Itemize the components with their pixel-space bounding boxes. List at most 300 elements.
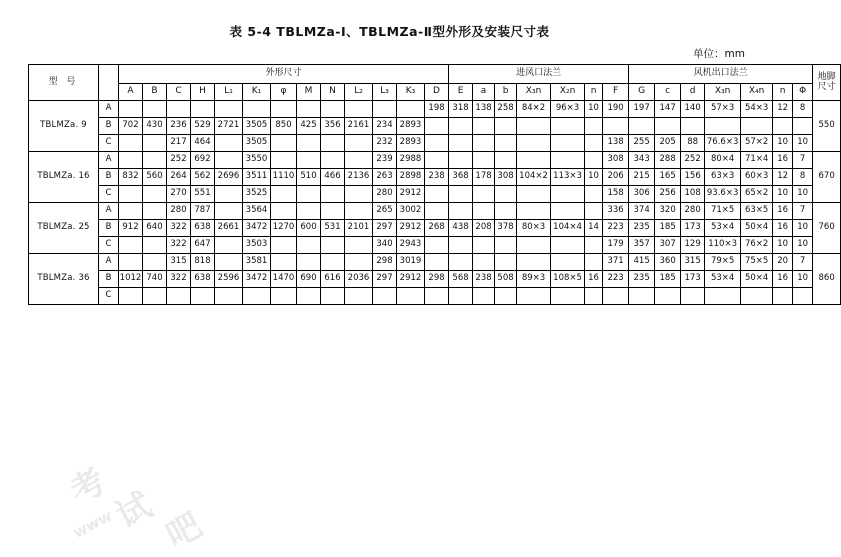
cell: 320	[655, 203, 681, 220]
cell	[119, 186, 143, 203]
cell: 10	[793, 220, 813, 237]
col-L3: L₃	[373, 84, 397, 101]
cell: 464	[191, 135, 215, 152]
cell: 430	[143, 118, 167, 135]
cell	[495, 186, 517, 203]
cell: 234	[373, 118, 397, 135]
table-row	[29, 101, 841, 118]
watermark-char-2: 试	[109, 485, 159, 537]
cell: 197	[629, 101, 655, 118]
cell: 71×5	[705, 203, 741, 220]
cell: 16	[773, 203, 793, 220]
cell: 374	[629, 203, 655, 220]
cell	[215, 186, 243, 203]
variant-label: A	[99, 254, 119, 271]
cell	[585, 186, 603, 203]
cell	[271, 101, 297, 118]
cell	[681, 118, 705, 135]
cell	[271, 135, 297, 152]
cell	[345, 288, 373, 305]
cell: 223	[603, 220, 629, 237]
cell: 2893	[397, 135, 425, 152]
cell: 104×2	[517, 169, 551, 186]
cell: 568	[449, 271, 473, 288]
cell: 7	[793, 254, 813, 271]
cell	[473, 135, 495, 152]
cell: 322	[167, 220, 191, 237]
cell: 173	[681, 220, 705, 237]
cell	[425, 186, 449, 203]
cell	[321, 203, 345, 220]
cell: 2943	[397, 237, 425, 254]
cell: 1270	[271, 220, 297, 237]
cell	[119, 254, 143, 271]
cell: 63×5	[741, 203, 773, 220]
cell: 156	[681, 169, 705, 186]
cell: 71×4	[741, 152, 773, 169]
cell: 438	[449, 220, 473, 237]
cell	[517, 203, 551, 220]
cell: 206	[603, 169, 629, 186]
cell: 280	[681, 203, 705, 220]
col-n-inlet: n	[585, 84, 603, 101]
cell: 740	[143, 271, 167, 288]
cell	[297, 152, 321, 169]
cell: 2101	[345, 220, 373, 237]
cell	[585, 203, 603, 220]
cell	[425, 203, 449, 220]
cell: 508	[495, 271, 517, 288]
cell	[321, 288, 345, 305]
variant-label: B	[99, 271, 119, 288]
col-Phi: Φ	[793, 84, 813, 101]
cell	[741, 288, 773, 305]
cell	[345, 237, 373, 254]
cell: 2161	[345, 118, 373, 135]
cell: 2893	[397, 118, 425, 135]
table-column-header-row	[29, 84, 841, 101]
cell: 10	[585, 101, 603, 118]
cell: 50×4	[741, 271, 773, 288]
cell: 205	[655, 135, 681, 152]
cell: 65×2	[741, 186, 773, 203]
cell	[143, 101, 167, 118]
cell	[191, 288, 215, 305]
variant-label: A	[99, 101, 119, 118]
cell: 315	[167, 254, 191, 271]
cell: 307	[655, 237, 681, 254]
cell: 529	[191, 118, 215, 135]
cell	[585, 288, 603, 305]
col-n-outlet: n	[773, 84, 793, 101]
cell	[321, 135, 345, 152]
cell	[119, 152, 143, 169]
col-L1: L₁	[215, 84, 243, 101]
cell: 265	[373, 203, 397, 220]
watermark	[60, 440, 290, 557]
cell: 531	[321, 220, 345, 237]
col-F: F	[603, 84, 629, 101]
cell	[551, 254, 585, 271]
cell: 297	[373, 271, 397, 288]
col-K1: K₁	[243, 84, 271, 101]
col-M: M	[297, 84, 321, 101]
cell	[603, 118, 629, 135]
cell: 7	[793, 203, 813, 220]
col-D: D	[425, 84, 449, 101]
cell: 562	[191, 169, 215, 186]
cell: 96×3	[551, 101, 585, 118]
cell	[143, 152, 167, 169]
cell: 692	[191, 152, 215, 169]
table-row	[29, 288, 841, 305]
model-label: TBLMZa. 16	[29, 152, 99, 203]
cell	[793, 118, 813, 135]
cell	[119, 288, 143, 305]
cell	[143, 288, 167, 305]
cell: 238	[473, 271, 495, 288]
cell: 129	[681, 237, 705, 254]
cell: 10	[773, 186, 793, 203]
cell	[297, 237, 321, 254]
cell: 2721	[215, 118, 243, 135]
cell: 89×3	[517, 271, 551, 288]
cell: 336	[603, 203, 629, 220]
cell: 16	[773, 152, 793, 169]
cell	[495, 288, 517, 305]
cell	[629, 118, 655, 135]
cell	[793, 288, 813, 305]
cell	[425, 288, 449, 305]
cell: 252	[167, 152, 191, 169]
cell	[551, 288, 585, 305]
cell: 12	[773, 101, 793, 118]
cell	[585, 237, 603, 254]
col-K3: K₃	[397, 84, 425, 101]
cell: 270	[167, 186, 191, 203]
cell: 258	[495, 101, 517, 118]
cell: 76.6×3	[705, 135, 741, 152]
cell	[495, 237, 517, 254]
cell: 3505	[243, 118, 271, 135]
cell	[585, 152, 603, 169]
cell	[773, 288, 793, 305]
cell: 288	[655, 152, 681, 169]
cell: 371	[603, 254, 629, 271]
cell	[167, 288, 191, 305]
cell: 690	[297, 271, 321, 288]
cell	[495, 254, 517, 271]
cell: 415	[629, 254, 655, 271]
col-d: d	[681, 84, 705, 101]
foot-dimension: 670	[813, 152, 841, 203]
variant-label: B	[99, 220, 119, 237]
cell: 57×3	[705, 101, 741, 118]
cell	[345, 203, 373, 220]
foot-dimension: 860	[813, 254, 841, 305]
cell	[425, 118, 449, 135]
cell: 88	[681, 135, 705, 152]
cell: 466	[321, 169, 345, 186]
header-group-outlet-flange: 风机出口法兰	[629, 65, 813, 84]
cell	[585, 254, 603, 271]
page-title: 表 5-4 TBLMZa-Ⅰ、TBLMZa-Ⅱ型外形及安装尺寸表	[229, 24, 550, 39]
col-X3n-outlet: X₃n	[705, 84, 741, 101]
cell: 280	[373, 186, 397, 203]
cell: 138	[603, 135, 629, 152]
cell	[321, 237, 345, 254]
cell	[551, 203, 585, 220]
cell	[143, 203, 167, 220]
cell	[345, 254, 373, 271]
header-group-outline: 外形尺寸	[119, 65, 449, 84]
cell: 185	[655, 271, 681, 288]
cell: 53×4	[705, 220, 741, 237]
header-group-foot	[813, 65, 841, 101]
cell: 256	[655, 186, 681, 203]
cell	[551, 152, 585, 169]
cell: 50×4	[741, 220, 773, 237]
cell: 640	[143, 220, 167, 237]
cell: 239	[373, 152, 397, 169]
cell: 560	[143, 169, 167, 186]
cell: 306	[629, 186, 655, 203]
cell: 63×3	[705, 169, 741, 186]
cell	[321, 152, 345, 169]
cell	[495, 135, 517, 152]
cell	[425, 135, 449, 152]
cell: 190	[603, 101, 629, 118]
cell	[449, 118, 473, 135]
cell	[215, 101, 243, 118]
model-label: TBLMZa. 9	[29, 101, 99, 152]
cell: 235	[629, 220, 655, 237]
cell	[425, 254, 449, 271]
col-H: H	[191, 84, 215, 101]
cell: 912	[119, 220, 143, 237]
cell	[119, 203, 143, 220]
cell: 298	[425, 271, 449, 288]
cell: 79×5	[705, 254, 741, 271]
cell	[449, 186, 473, 203]
cell	[741, 118, 773, 135]
cell	[297, 186, 321, 203]
dimensions-table	[28, 64, 841, 305]
cell: 84×2	[517, 101, 551, 118]
cell: 238	[425, 169, 449, 186]
cell	[119, 237, 143, 254]
cell: 76×2	[741, 237, 773, 254]
cell: 600	[297, 220, 321, 237]
cell	[495, 118, 517, 135]
cell: 832	[119, 169, 143, 186]
cell	[517, 186, 551, 203]
cell	[449, 152, 473, 169]
cell	[551, 118, 585, 135]
cell: 2988	[397, 152, 425, 169]
cell: 10	[773, 237, 793, 254]
cell	[517, 135, 551, 152]
cell: 702	[119, 118, 143, 135]
col-A: A	[119, 84, 143, 101]
cell	[143, 186, 167, 203]
cell	[143, 254, 167, 271]
cell: 264	[167, 169, 191, 186]
cell: 75×5	[741, 254, 773, 271]
cell: 647	[191, 237, 215, 254]
cell	[585, 135, 603, 152]
cell: 179	[603, 237, 629, 254]
cell: 198	[425, 101, 449, 118]
cell	[373, 101, 397, 118]
cell: 20	[773, 254, 793, 271]
table-row	[29, 169, 841, 186]
cell: 356	[321, 118, 345, 135]
cell	[551, 135, 585, 152]
cell	[397, 288, 425, 305]
cell	[773, 118, 793, 135]
variant-label: C	[99, 186, 119, 203]
variant-label: A	[99, 203, 119, 220]
cell: 165	[655, 169, 681, 186]
cell	[449, 288, 473, 305]
cell: 3019	[397, 254, 425, 271]
cell: 2912	[397, 186, 425, 203]
cell	[143, 237, 167, 254]
cell	[655, 288, 681, 305]
cell: 16	[585, 271, 603, 288]
cell: 12	[773, 169, 793, 186]
cell	[603, 288, 629, 305]
cell: 360	[655, 254, 681, 271]
cell	[705, 118, 741, 135]
cell: 3472	[243, 271, 271, 288]
variant-label: B	[99, 118, 119, 135]
unit-note: 单位：mm	[693, 48, 745, 60]
cell: 208	[473, 220, 495, 237]
cell: 268	[425, 220, 449, 237]
cell	[345, 135, 373, 152]
cell: 2912	[397, 220, 425, 237]
cell: 322	[167, 237, 191, 254]
cell: 343	[629, 152, 655, 169]
cell	[473, 152, 495, 169]
watermark-char-3: 吧	[159, 505, 209, 557]
cell	[495, 203, 517, 220]
cell: 252	[681, 152, 705, 169]
cell: 185	[655, 220, 681, 237]
cell	[215, 288, 243, 305]
col-B: B	[143, 84, 167, 101]
cell	[449, 203, 473, 220]
cell	[681, 288, 705, 305]
cell: 54×3	[741, 101, 773, 118]
cell: 10	[793, 135, 813, 152]
cell	[397, 101, 425, 118]
cell: 108×5	[551, 271, 585, 288]
cell: 108	[681, 186, 705, 203]
cell: 1012	[119, 271, 143, 288]
cell: 53×4	[705, 271, 741, 288]
cell: 3581	[243, 254, 271, 271]
cell	[215, 237, 243, 254]
cell: 318	[449, 101, 473, 118]
cell: 255	[629, 135, 655, 152]
cell	[297, 254, 321, 271]
model-label: TBLMZa. 36	[29, 254, 99, 305]
cell	[215, 152, 243, 169]
cell: 8	[793, 169, 813, 186]
cell	[215, 254, 243, 271]
cell: 8	[793, 101, 813, 118]
cell: 215	[629, 169, 655, 186]
cell: 235	[629, 271, 655, 288]
cell: 638	[191, 271, 215, 288]
table-row	[29, 152, 841, 169]
cell: 10	[793, 186, 813, 203]
cell: 787	[191, 203, 215, 220]
cell: 340	[373, 237, 397, 254]
variant-label: B	[99, 169, 119, 186]
cell: 80×3	[517, 220, 551, 237]
header-foot-line1: 地脚	[817, 71, 836, 82]
cell: 236	[167, 118, 191, 135]
cell	[143, 135, 167, 152]
cell: 178	[473, 169, 495, 186]
table-row	[29, 135, 841, 152]
cell: 2036	[345, 271, 373, 288]
cell	[297, 203, 321, 220]
cell	[473, 186, 495, 203]
header-foot-line2: 尺寸	[817, 81, 836, 92]
cell	[297, 101, 321, 118]
cell: 297	[373, 220, 397, 237]
cell	[473, 288, 495, 305]
header-variant	[99, 65, 119, 101]
cell	[551, 186, 585, 203]
cell	[655, 118, 681, 135]
cell: 60×3	[741, 169, 773, 186]
table-row	[29, 203, 841, 220]
cell	[517, 118, 551, 135]
cell	[495, 152, 517, 169]
cell	[517, 152, 551, 169]
watermark-url: www	[70, 506, 116, 542]
cell	[271, 237, 297, 254]
foot-dimension: 550	[813, 101, 841, 152]
cell: 322	[167, 271, 191, 288]
cell	[345, 101, 373, 118]
col-L2: L₂	[345, 84, 373, 101]
table-row	[29, 118, 841, 135]
cell: 7	[793, 152, 813, 169]
cell: 2912	[397, 271, 425, 288]
cell: 368	[449, 169, 473, 186]
cell: 3505	[243, 135, 271, 152]
cell	[585, 118, 603, 135]
cell	[551, 237, 585, 254]
cell: 1470	[271, 271, 297, 288]
cell: 818	[191, 254, 215, 271]
col-C: C	[167, 84, 191, 101]
col-G: G	[629, 84, 655, 101]
cell: 1110	[271, 169, 297, 186]
cell	[271, 186, 297, 203]
cell: 298	[373, 254, 397, 271]
cell: 551	[191, 186, 215, 203]
cell	[473, 254, 495, 271]
cell: 16	[773, 271, 793, 288]
